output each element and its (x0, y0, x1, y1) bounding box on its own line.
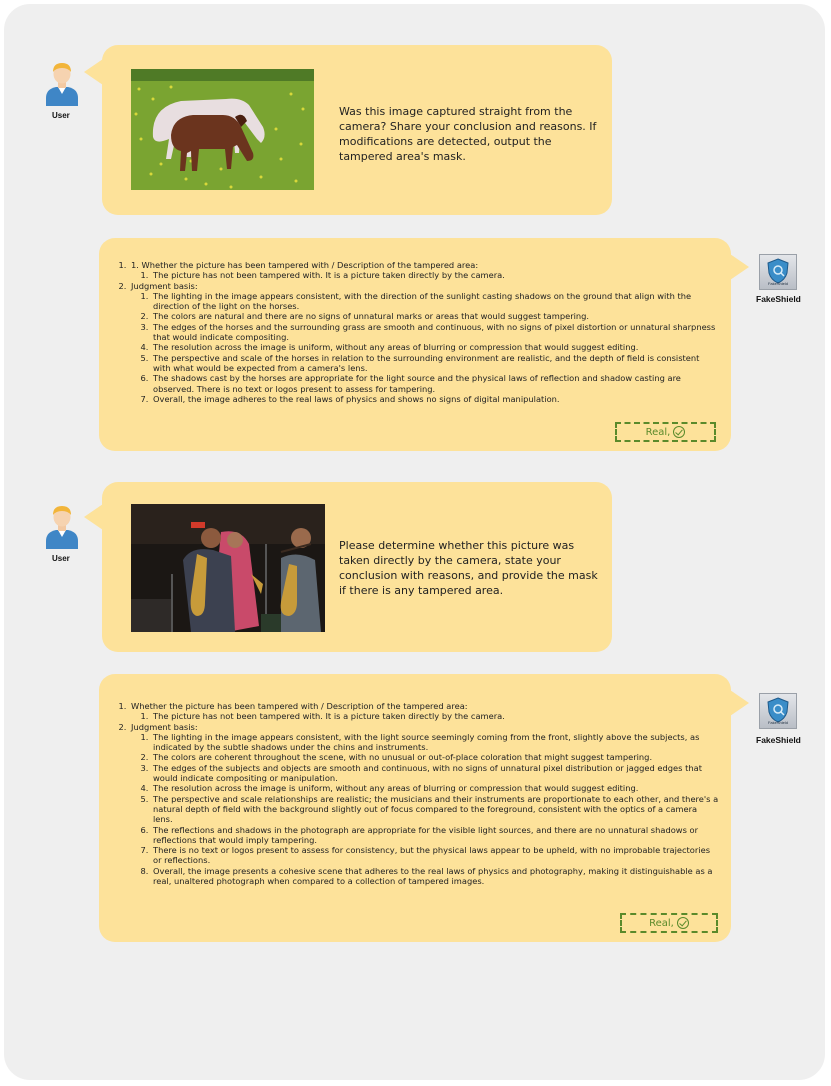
check-circle-icon (677, 917, 689, 929)
verdict-badge (615, 422, 716, 442)
user-avatar (42, 60, 82, 110)
answer-list (115, 260, 719, 404)
user-label: User (52, 554, 70, 563)
answer-sub-item: 1. The picture has not been tampered with. It is a picture taken directly by the camera. (151, 270, 719, 280)
answer-item-tamper (129, 260, 719, 281)
logo-caption: FakeShield (767, 720, 788, 725)
basis-item: 5. The perspective and scale relationships are realistic; the musicians and their instruments are proportionate to each other, and there's a natural depth of field with the background slightly out of focus compared to the foreground, consistent with the optics of a camera lens. (151, 794, 719, 825)
answer-item-basis (129, 722, 719, 887)
answer-item-title: Whether the picture has been tampered with / Description of the tampered area: (131, 701, 468, 711)
user-message-bubble (102, 45, 612, 215)
basis-item: 7. There is no text or logos present to assess for consistency, but the physical laws appear to be upheld, with no improbable trajectories or reflections. (151, 845, 719, 866)
basis-item: 6. The shadows cast by the horses are appropriate for the light source and the physical laws of reflection and shadow casting are observed. There is no text or logos present to assess for tampering. (151, 373, 719, 394)
fakeshield-logo (759, 254, 797, 290)
assistant-answer-bubble (99, 674, 731, 942)
answer-item-tamper (129, 701, 719, 722)
answer-item-basis (129, 281, 719, 405)
basis-item: 2. The colors are natural and there are no signs of unnatural marks or areas that would suggest tampering. (151, 311, 719, 321)
verdict-text: Real, (645, 426, 671, 438)
verdict-badge (620, 913, 718, 933)
basis-item: 4. The resolution across the image is uniform, without any areas of blurring or compression that would suggest editing. (151, 783, 719, 793)
musicians-photo (131, 504, 325, 632)
answer-list (115, 701, 719, 886)
basis-item: 1. The lighting in the image appears consistent, with the direction of the sunlight casting shadows on the ground that align with the direction of the light on the horses. (151, 291, 719, 312)
answer-sub-item: 1. The picture has not been tampered with. It is a picture taken directly by the camera. (151, 711, 719, 721)
logo-caption: FakeShield (767, 281, 788, 286)
basis-item: 3. The edges of the subjects and objects are smooth and continuous, with no signs of unnatural pixel distribution or jagged edges that would indicate compositing or manipulation. (151, 763, 719, 784)
check-circle-icon (673, 426, 685, 438)
user-message-bubble (102, 482, 612, 652)
user-icon (42, 503, 82, 549)
user-label: User (52, 111, 70, 120)
assistant-answer-bubble (99, 238, 731, 451)
answer-item-title: 1. Whether the picture has been tampered with / Description of the tampered area: (131, 260, 479, 270)
basis-item: 7. Overall, the image adheres to the real laws of physics and shows no signs of digital manipulation. (151, 394, 719, 404)
basis-item: 1. The lighting in the image appears consistent, with the light source seemingly coming from the front, slightly above the subjects, as indicated by the subtle shadows under the chins and instruments. (151, 732, 719, 753)
basis-item: 6. The reflections and shadows in the photograph are appropriate for the visible light sources, and there are no unnatural shadows or reflections that would imply tampering. (151, 825, 719, 846)
user-icon (42, 60, 82, 106)
horses-photo (131, 69, 314, 190)
basis-item: 8. Overall, the image presents a cohesive scene that adheres to the real laws of physics and photography, making it distinguishable as a real, unaltered photograph when compared to a collection of tampered images. (151, 866, 719, 887)
basis-item: 4. The resolution across the image is uniform, without any areas of blurring or compression that would suggest editing. (151, 342, 719, 352)
answer-item-title: Judgment basis: (131, 280, 198, 291)
fakeshield-logo (759, 693, 797, 729)
verdict-text: Real, (649, 917, 674, 929)
basis-item: 2. The colors are coherent throughout the scene, with no unusual or out-of-place coloration that might suggest tampering. (151, 752, 719, 762)
assistant-label: FakeShield (756, 294, 801, 304)
user-avatar (42, 503, 82, 553)
user-question-text: Please determine whether this picture was taken directly by the camera, state your conclusion with reasons, and provide the mask if there is any tampered area. (339, 539, 598, 597)
basis-item: 3. The edges of the horses and the surrounding grass are smooth and continuous, with no signs of pixel distortion or unnatural sharpness that would indicate compositing. (151, 322, 719, 343)
answer-item-title: Judgment basis: (131, 721, 198, 732)
user-question-text: Was this image captured straight from the camera? Share your conclusion and reasons. If modifications are detected, output the tampered area's mask. (339, 105, 597, 163)
assistant-label: FakeShield (756, 735, 801, 745)
basis-item: 5. The perspective and scale of the horses in relation to the surrounding environment are realistic, and the depth of field is consistent with what would be expected from a camera's lens. (151, 353, 719, 374)
